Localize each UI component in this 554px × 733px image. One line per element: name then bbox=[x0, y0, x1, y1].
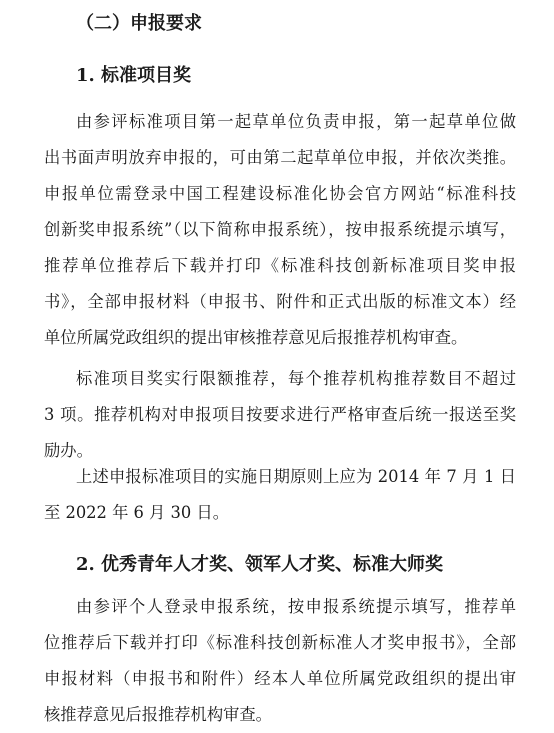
paragraph-quota-recommendation bbox=[44, 361, 516, 469]
paragraph-individual-application bbox=[44, 589, 516, 733]
subsection-heading-standard-project-award: 1. 标准项目奖 bbox=[76, 65, 192, 86]
paragraph-line: 申报单位需登录中国工程建设标准化协会官方网站“标准科技 bbox=[44, 184, 516, 203]
paragraph-line: 单位所属党政组织的提出审核推荐意见后报推荐机构审查。 bbox=[44, 328, 468, 347]
paragraph-line: 位推荐后下载并打印《标准科技创新标准人才奖申报书》，全部 bbox=[44, 633, 516, 652]
paragraph-line: 3 项。推荐机构对申报项目按要求进行严格审查后统一报送至奖 bbox=[44, 405, 516, 424]
paragraph-line: 标准项目奖实行限额推荐，每个推荐机构推荐数目不超过 bbox=[76, 369, 516, 388]
paragraph-line: 上述申报标准项目的实施日期原则上应为 2014 年 7 月 1 日 bbox=[76, 467, 516, 486]
paragraph-line: 书》，全部申报材料（申报书、附件和正式出版的标准文本）经 bbox=[44, 292, 516, 311]
paragraph-standard-project-application bbox=[44, 104, 516, 356]
paragraph-line: 励办。 bbox=[44, 441, 93, 460]
paragraph-line: 出书面声明放弃申报的，可由第二起草单位申报，并依次类推。 bbox=[44, 148, 516, 167]
paragraph-line: 推荐单位推荐后下载并打印《标准科技创新标准项目奖申报 bbox=[44, 256, 516, 275]
paragraph-line: 创新奖申报系统”（以下简称申报系统），按申报系统提示填写， bbox=[44, 220, 516, 239]
subsection-heading-talent-awards: 2. 优秀青年人才奖、领军人才奖、标准大师奖 bbox=[76, 554, 444, 575]
paragraph-line: 至 2022 年 6 月 30 日。 bbox=[44, 503, 229, 522]
section-heading: （二）申报要求 bbox=[76, 13, 202, 34]
paragraph-line: 申报材料（申报书和附件）经本人单位所属党政组织的提出审 bbox=[44, 669, 516, 688]
paragraph-line: 核推荐意见后报推荐机构审查。 bbox=[44, 705, 272, 724]
paragraph-implementation-date bbox=[44, 459, 516, 531]
paragraph-line: 由参评个人登录申报系统，按申报系统提示填写，推荐单 bbox=[76, 597, 516, 616]
paragraph-line: 由参评标准项目第一起草单位负责申报，第一起草单位做 bbox=[76, 112, 516, 131]
